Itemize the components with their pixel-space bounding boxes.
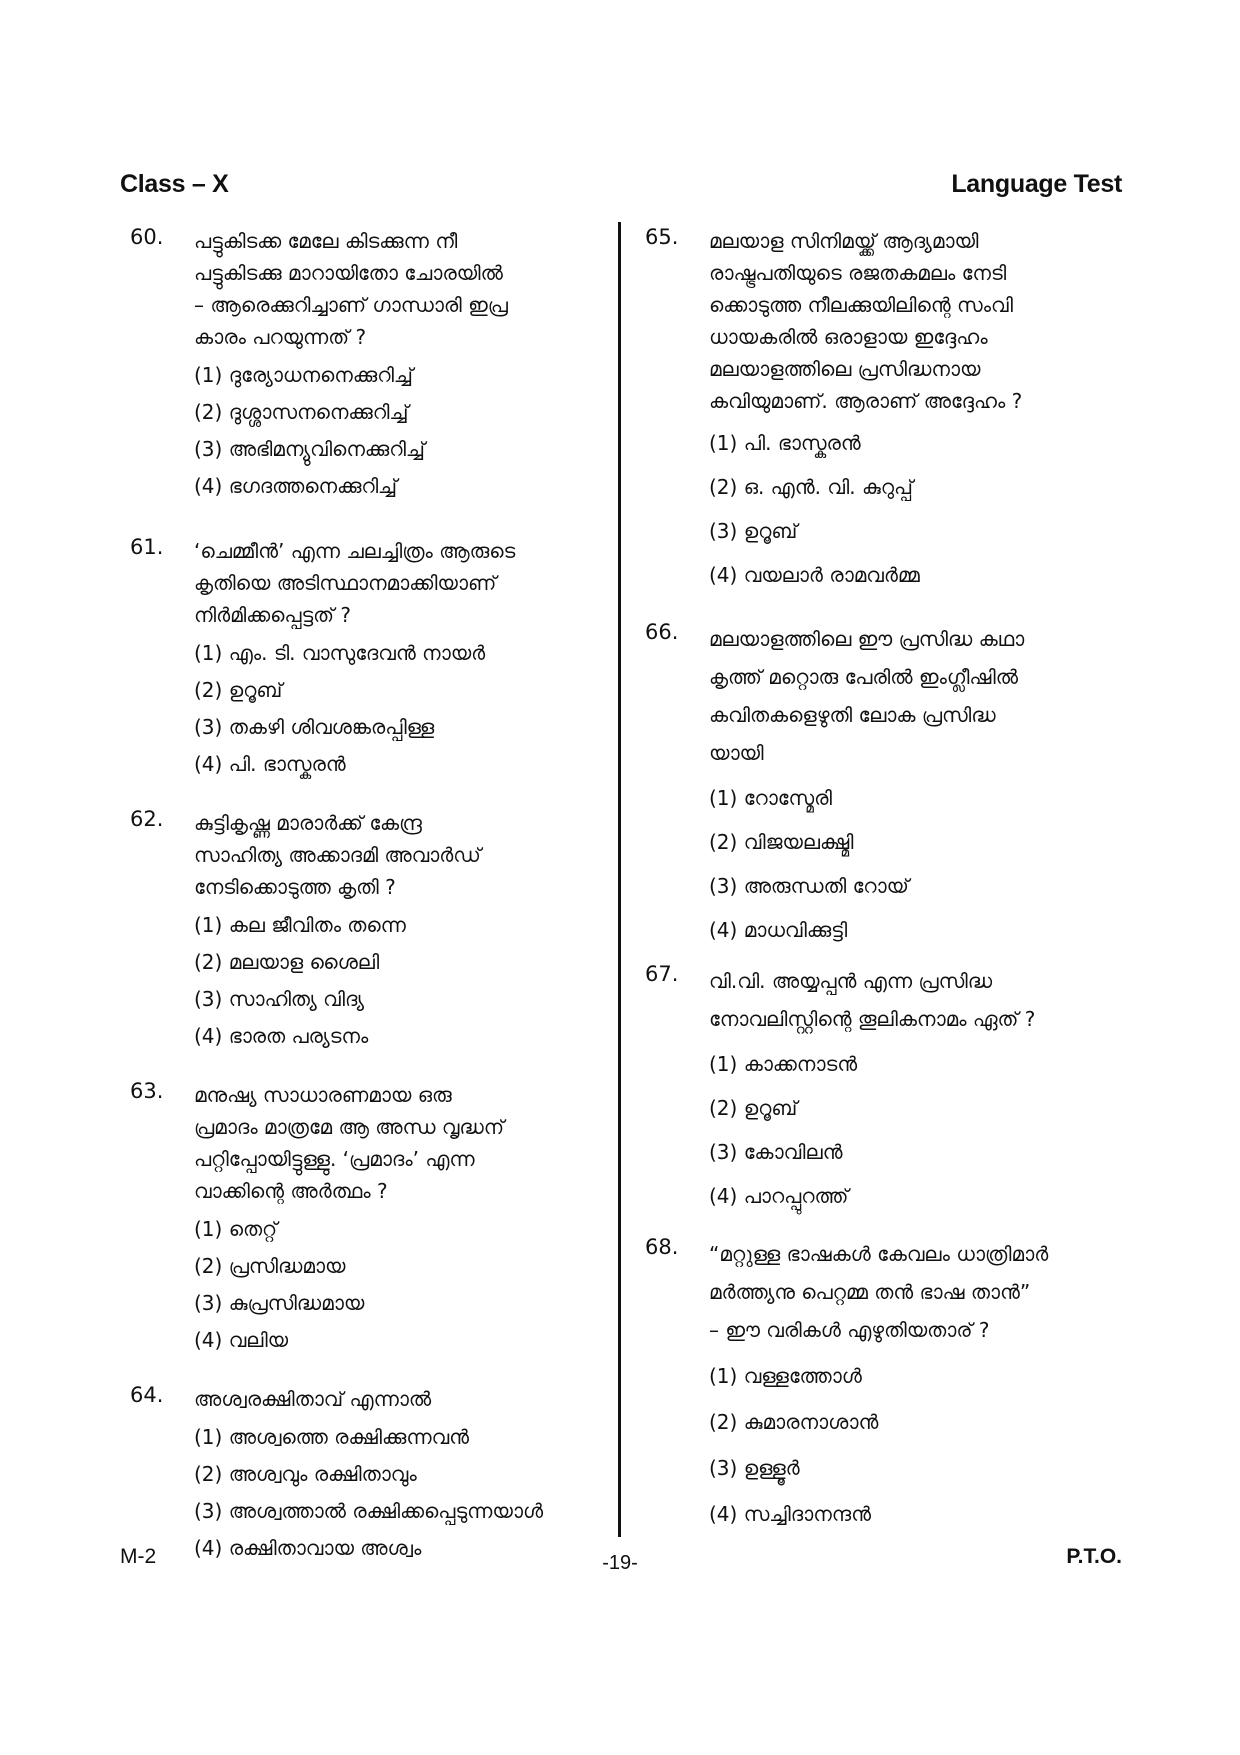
option: (2) ദുശ്ശാസനനെക്കുറിച്ച് — [194, 400, 409, 424]
options-list — [194, 1211, 610, 1359]
question-62 — [130, 807, 610, 1055]
option: (1) കല ജീവിതം തന്നെ — [194, 913, 406, 937]
question-text: വി.വി. അയ്യപ്പൻ എന്ന പ്രസിദ്ധ നോവലിസ്റ്റിന്റെ തൂലികനാമം ഏത് ? — [709, 969, 1036, 1031]
question-67 — [645, 962, 1105, 1218]
question-number: 61. — [130, 535, 164, 559]
question-number: 64. — [130, 1383, 164, 1407]
paper-code: M-2 — [120, 1545, 157, 1568]
class-label: Class – X — [120, 170, 229, 198]
option: (3) കുപ്രസിദ്ധമായ — [194, 1291, 365, 1315]
question-65 — [645, 225, 1105, 597]
question-text: അശ്വരക്ഷിതാവ് എന്നാൽ — [194, 1387, 432, 1411]
option: (4) വയലാർ രാമവർമ്മ — [709, 563, 920, 587]
option: (4) മാധവിക്കുട്ടി — [709, 918, 848, 942]
options-list — [709, 421, 1105, 597]
option: (1) വള്ളത്തോൾ — [709, 1364, 862, 1388]
options-list — [709, 1042, 1105, 1218]
page-number: -19- — [602, 1552, 638, 1574]
question-number: 68. — [645, 1235, 679, 1259]
option: (3) തകഴി ശിവശങ്കരപ്പിള്ള — [194, 715, 435, 739]
option: (1) തെറ്റ് — [194, 1217, 278, 1241]
question-number: 62. — [130, 807, 164, 831]
option: (1) റോസ്മേരി — [709, 786, 832, 810]
question-61 — [130, 535, 610, 783]
option: (2) ഉറൂബ് — [709, 1096, 798, 1120]
option: (3) സാഹിത്യ വിദ്യ — [194, 987, 365, 1011]
options-list — [194, 1419, 610, 1567]
question-text: കുട്ടികൃഷ്ണ മാരാർക്ക് കേന്ദ്ര സാഹിത്യ അക്കാദമി അവാർഡ് നേടിക്കൊടുത്ത കൃതി ? — [194, 811, 481, 899]
question-66 — [645, 620, 1105, 952]
options-list — [194, 635, 610, 783]
option: (1) കാക്കനാടൻ — [709, 1052, 858, 1076]
option: (3) കോവിലൻ — [709, 1140, 843, 1164]
option: (4) ഭഗദത്തനെക്കുറിച്ച് — [194, 474, 398, 498]
test-title: Language Test — [951, 170, 1122, 198]
question-number: 63. — [130, 1079, 164, 1103]
option: (2) കുമാരനാശാൻ — [709, 1410, 879, 1434]
option: (4) പാറപ്പുറത്ത് — [709, 1184, 849, 1208]
option: (2) അശ്വവും രക്ഷിതാവും — [194, 1462, 417, 1486]
option: (3) ഉറൂബ് — [709, 519, 798, 543]
question-68 — [645, 1235, 1105, 1537]
option: (4) പി. ഭാസ്കരൻ — [194, 752, 346, 776]
option: (1) പി. ഭാസ്കരൻ — [709, 431, 861, 455]
option: (1) എം. ടി. വാസുദേവൻ നായർ — [194, 641, 486, 665]
column-divider — [618, 222, 621, 1537]
option: (3) അശ്വത്താൽ രക്ഷിക്കപ്പെടുന്നയാൾ — [194, 1499, 544, 1523]
option: (4) വലിയ — [194, 1328, 289, 1352]
question-text: പട്ടുകിടക്ക മേലേ കിടക്കുന്ന നീ പട്ടുകിടക്കു മാറായിതോ ചോരയിൽ – ആരെക്കുറിച്ചാണ് ഗാന്ധാരി ഇപ്ര കാരം പറയുന്നത് ? — [194, 229, 508, 349]
option: (4) രക്ഷിതാവായ അശ്വം — [194, 1536, 422, 1560]
question-number: 60. — [130, 225, 164, 249]
option: (2) ഉറൂബ് — [194, 678, 283, 702]
question-text: “മറ്റുള്ള ഭാഷകൾ കേവലം ധാത്രിമാർ മർത്ത്യനു പെറ്റമ്മ തൻ ഭാഷ താൻ” – ഈ വരികൾ എഴുതിയതാര് ? — [709, 1242, 1049, 1342]
question-text: മലയാള സിനിമയ്ക്ക് ആദ്യമായി രാഷ്ട്രപതിയുടെ രജതകമലം നേടി ക്കൊടുത്ത നീലക്കുയിലിന്റെ സംവി ധായകരിൽ ഒരാളായ ഇദ്ദേഹം മലയാളത്തിലെ പ്രസിദ്ധനായ കവിയുമാണ്. ആരാണ് അദ്ദേഹം ? — [709, 229, 1023, 413]
question-number: 67. — [645, 962, 679, 986]
options-list — [194, 907, 610, 1055]
options-list — [194, 357, 610, 505]
option: (1) ദുര്യോധനനെക്കുറിച്ച് — [194, 363, 413, 387]
option: (2) പ്രസിദ്ധമായ — [194, 1254, 346, 1278]
options-list — [709, 1353, 1105, 1537]
question-64 — [130, 1383, 610, 1567]
question-60 — [130, 225, 610, 505]
question-63 — [130, 1079, 610, 1359]
option: (2) വിജയലക്ഷ്മി — [709, 830, 854, 854]
question-text: മലയാളത്തിലെ ഈ പ്രസിദ്ധ കഥാ കൃത്ത് മറ്റൊരു പേരിൽ ഇംഗ്ലീഷിൽ കവിതകളെഴുതി ലോക പ്രസിദ്ധ യായി — [709, 627, 1025, 765]
option: (2) മലയാള ശൈലി — [194, 950, 380, 974]
question-number: 65. — [645, 225, 679, 249]
option: (2) ഒ. എൻ. വി. കുറുപ്പ് — [709, 475, 913, 499]
option: (4) സച്ചിദാനന്ദൻ — [709, 1502, 872, 1526]
question-text: ‘ചെമ്മീൻ’ എന്ന ചലച്ചിത്രം ആരുടെ കൃതിയെ അടിസ്ഥാനമാക്കിയാണ് നിർമിക്കപ്പെട്ടത് ? — [194, 539, 516, 627]
pto-label: P.T.O. — [1066, 1545, 1122, 1568]
option: (3) അഭിമന്യുവിനെക്കുറിച്ച് — [194, 437, 425, 461]
question-text: മനുഷ്യ സാധാരണമായ ഒരു പ്രമാദം മാത്രമേ ആ അന്ധ വൃദ്ധന് പറ്റിപ്പോയിട്ടുള്ളു. ‘പ്രമാദം’ എന്ന വാക്കിന്റെ അർത്ഥം ? — [194, 1083, 505, 1203]
options-list — [709, 776, 1105, 952]
option: (4) ഭാരത പര്യടനം — [194, 1024, 369, 1048]
question-number: 66. — [645, 620, 679, 644]
option: (3) ഉള്ളൂർ — [709, 1456, 800, 1480]
option: (3) അരുന്ധതി റോയ് — [709, 874, 909, 898]
option: (1) അശ്വത്തെ രക്ഷിക്കുന്നവൻ — [194, 1425, 470, 1449]
